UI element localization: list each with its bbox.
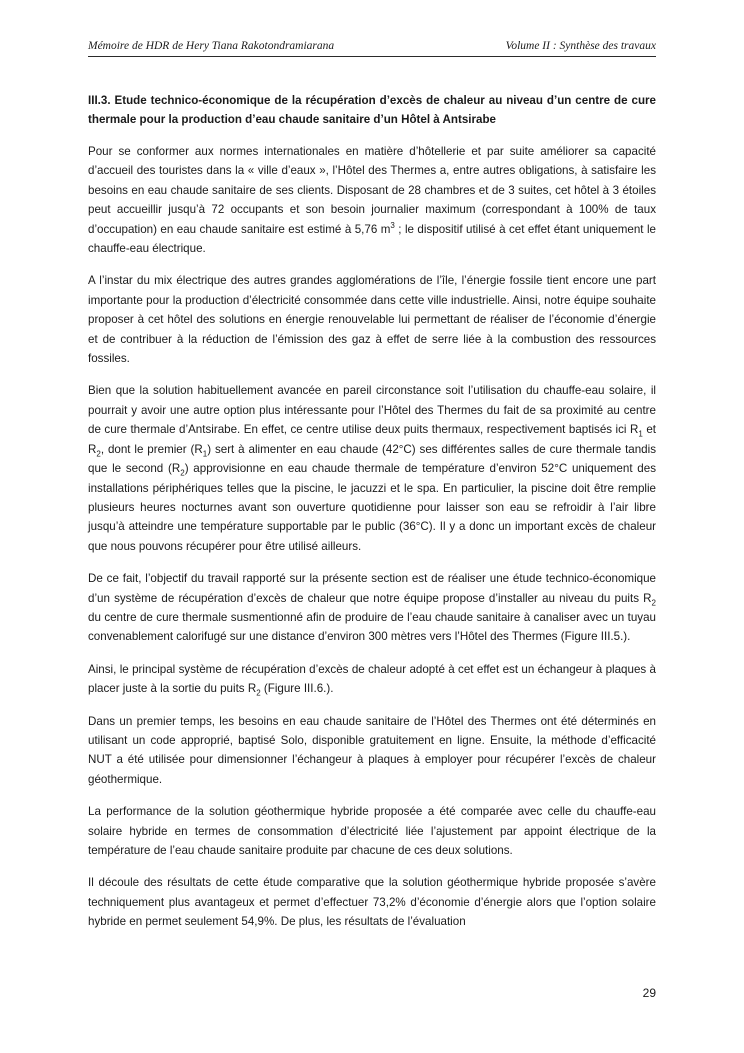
header-author: Mémoire de HDR de Hery Tiana Rakotondramiarana	[88, 40, 335, 52]
paragraph-5: Ainsi, le principal système de récupération d’excès de chaleur adopté à cet effet est un échangeur à plaques à placer juste à la sortie du puits $R_2$ (Figure III.6.).	[88, 662, 656, 698]
paragraph-6: Dans un premier temps, les besoins en eau chaude sanitaire de l’Hôtel des Thermes ont été déterminés en utilisant un code approprié, baptisé Solo, disponible gratuitement en ligne. Ensuite, la méthode d’efficacité NUT a été utilisée pour dimensionner l’échangeur à plaques à employer pour récupérer l’excès de chaleur géothermique.	[88, 714, 656, 786]
section-title: III.3. Etude technico-économique de la récupération d’excès de chaleur au niveau d’un centre de cure thermale pour la production d’eau chaude sanitaire d’un Hôtel à Antsirabe	[88, 94, 656, 126]
paragraph-4: De ce fait, l’objectif du travail rapporté sur la présente section est de réaliser une étude technico-économique d’un système de récupération d’excès de chaleur que notre équipe propose d’installer au niveau du puits $R_2$ du centre de cure thermale susmentionné afin de produire de l’eau chaude sanitaire à canaliser avec un tuyau convenablement calorifugé sur une distance d’environ 300 mètres vers l’Hôtel des Thermes (Figure III.5.).	[88, 572, 656, 644]
paragraph-7: La performance de la solution géothermique hybride proposée a été comparée avec celle du chauffe-eau solaire hybride en termes de consommation d’électricité liée l’ajustement par appoint électrique de la température de l’eau chaude sanitaire produite par chacune de ces deux solutions.	[88, 805, 656, 857]
paragraph-3: Bien que la solution habituellement avancée en pareil circonstance soit l’utilisation du chauffe-eau solaire, il pourrait y avoir une autre option plus intéressante pour l’Hôtel des Thermes du fait de sa proximité au centre de cure thermale d’Antsirabe. En effet, ce centre utilise deux puits thermaux, respectivement baptisés ici $R_1$ et $R_2$, dont le premier $(R_1)$ sert à alimenter en eau chaude (42°C) ses différentes salles de cure thermale tandis que le second $(R_2)$ approvisionne en eau chaude thermale de température d’environ 52°C uniquement des installations périphériques telles que la piscine, le jacuzzi et le spa. En particulier, la piscine doit être remplie plusieurs heures nocturnes avant son ouverture quotidienne pour laisser son eau se refroidir à l’air libre jusqu’à atteindre une température supportable par le public (36°C). Il y a donc un important excès de chaleur que nous pouvons récupérer pour être utilisé ailleurs.	[88, 384, 657, 553]
paragraph-8: Il découle des résultats de cette étude comparative que la solution géothermique hybride proposée s’avère techniquement plus avantageux et permet d’effectuer 73,2% d’économie d’énergie alors que l’option solaire hybride en permet seulement 54,9%. De plus, les résultats de l’évaluation	[88, 876, 656, 929]
header-volume: Volume II : Synthèse des travaux	[505, 40, 656, 52]
page-number: 29	[642, 986, 656, 1000]
paragraph-2: A l’instar du mix électrique des autres grandes agglomérations de l’île, l’énergie fossile tient encore une part importante pour la production d’électricité consommée dans cette ville industrielle. Ainsi, notre équipe souhaite proposer à cet hôtel des solutions en énergie renouvelable lui permettant de réaliser de l’économie d’énergie et de contribuer à la réduction de l’émission des gaz à effet de serre liée à la combustion des ressources fossiles.	[88, 274, 656, 366]
running-header	[88, 38, 656, 57]
paragraph-1: Pour se conformer aux normes internationales en matière d’hôtellerie et par suite améliorer sa capacité d’accueil des touristes dans la « ville d’eaux », l’Hôtel des Thermes a, entre autres obligations, à satisfaire les besoins en eau chaude sanitaire de ses clients. Disposant de 28 chambres et de 3 suites, cet hôtel à 3 étoiles peut accueillir jusqu’à 72 occupants et son besoin journalier maximum (correspondant à 100% de taux d’occupation) en eau chaude sanitaire est estimé à 5,76 $m^3$ ; le dispositif utilisé à cet effet étant uniquement le chauffe-eau électrique.	[88, 145, 656, 256]
document-page	[88, 38, 656, 932]
